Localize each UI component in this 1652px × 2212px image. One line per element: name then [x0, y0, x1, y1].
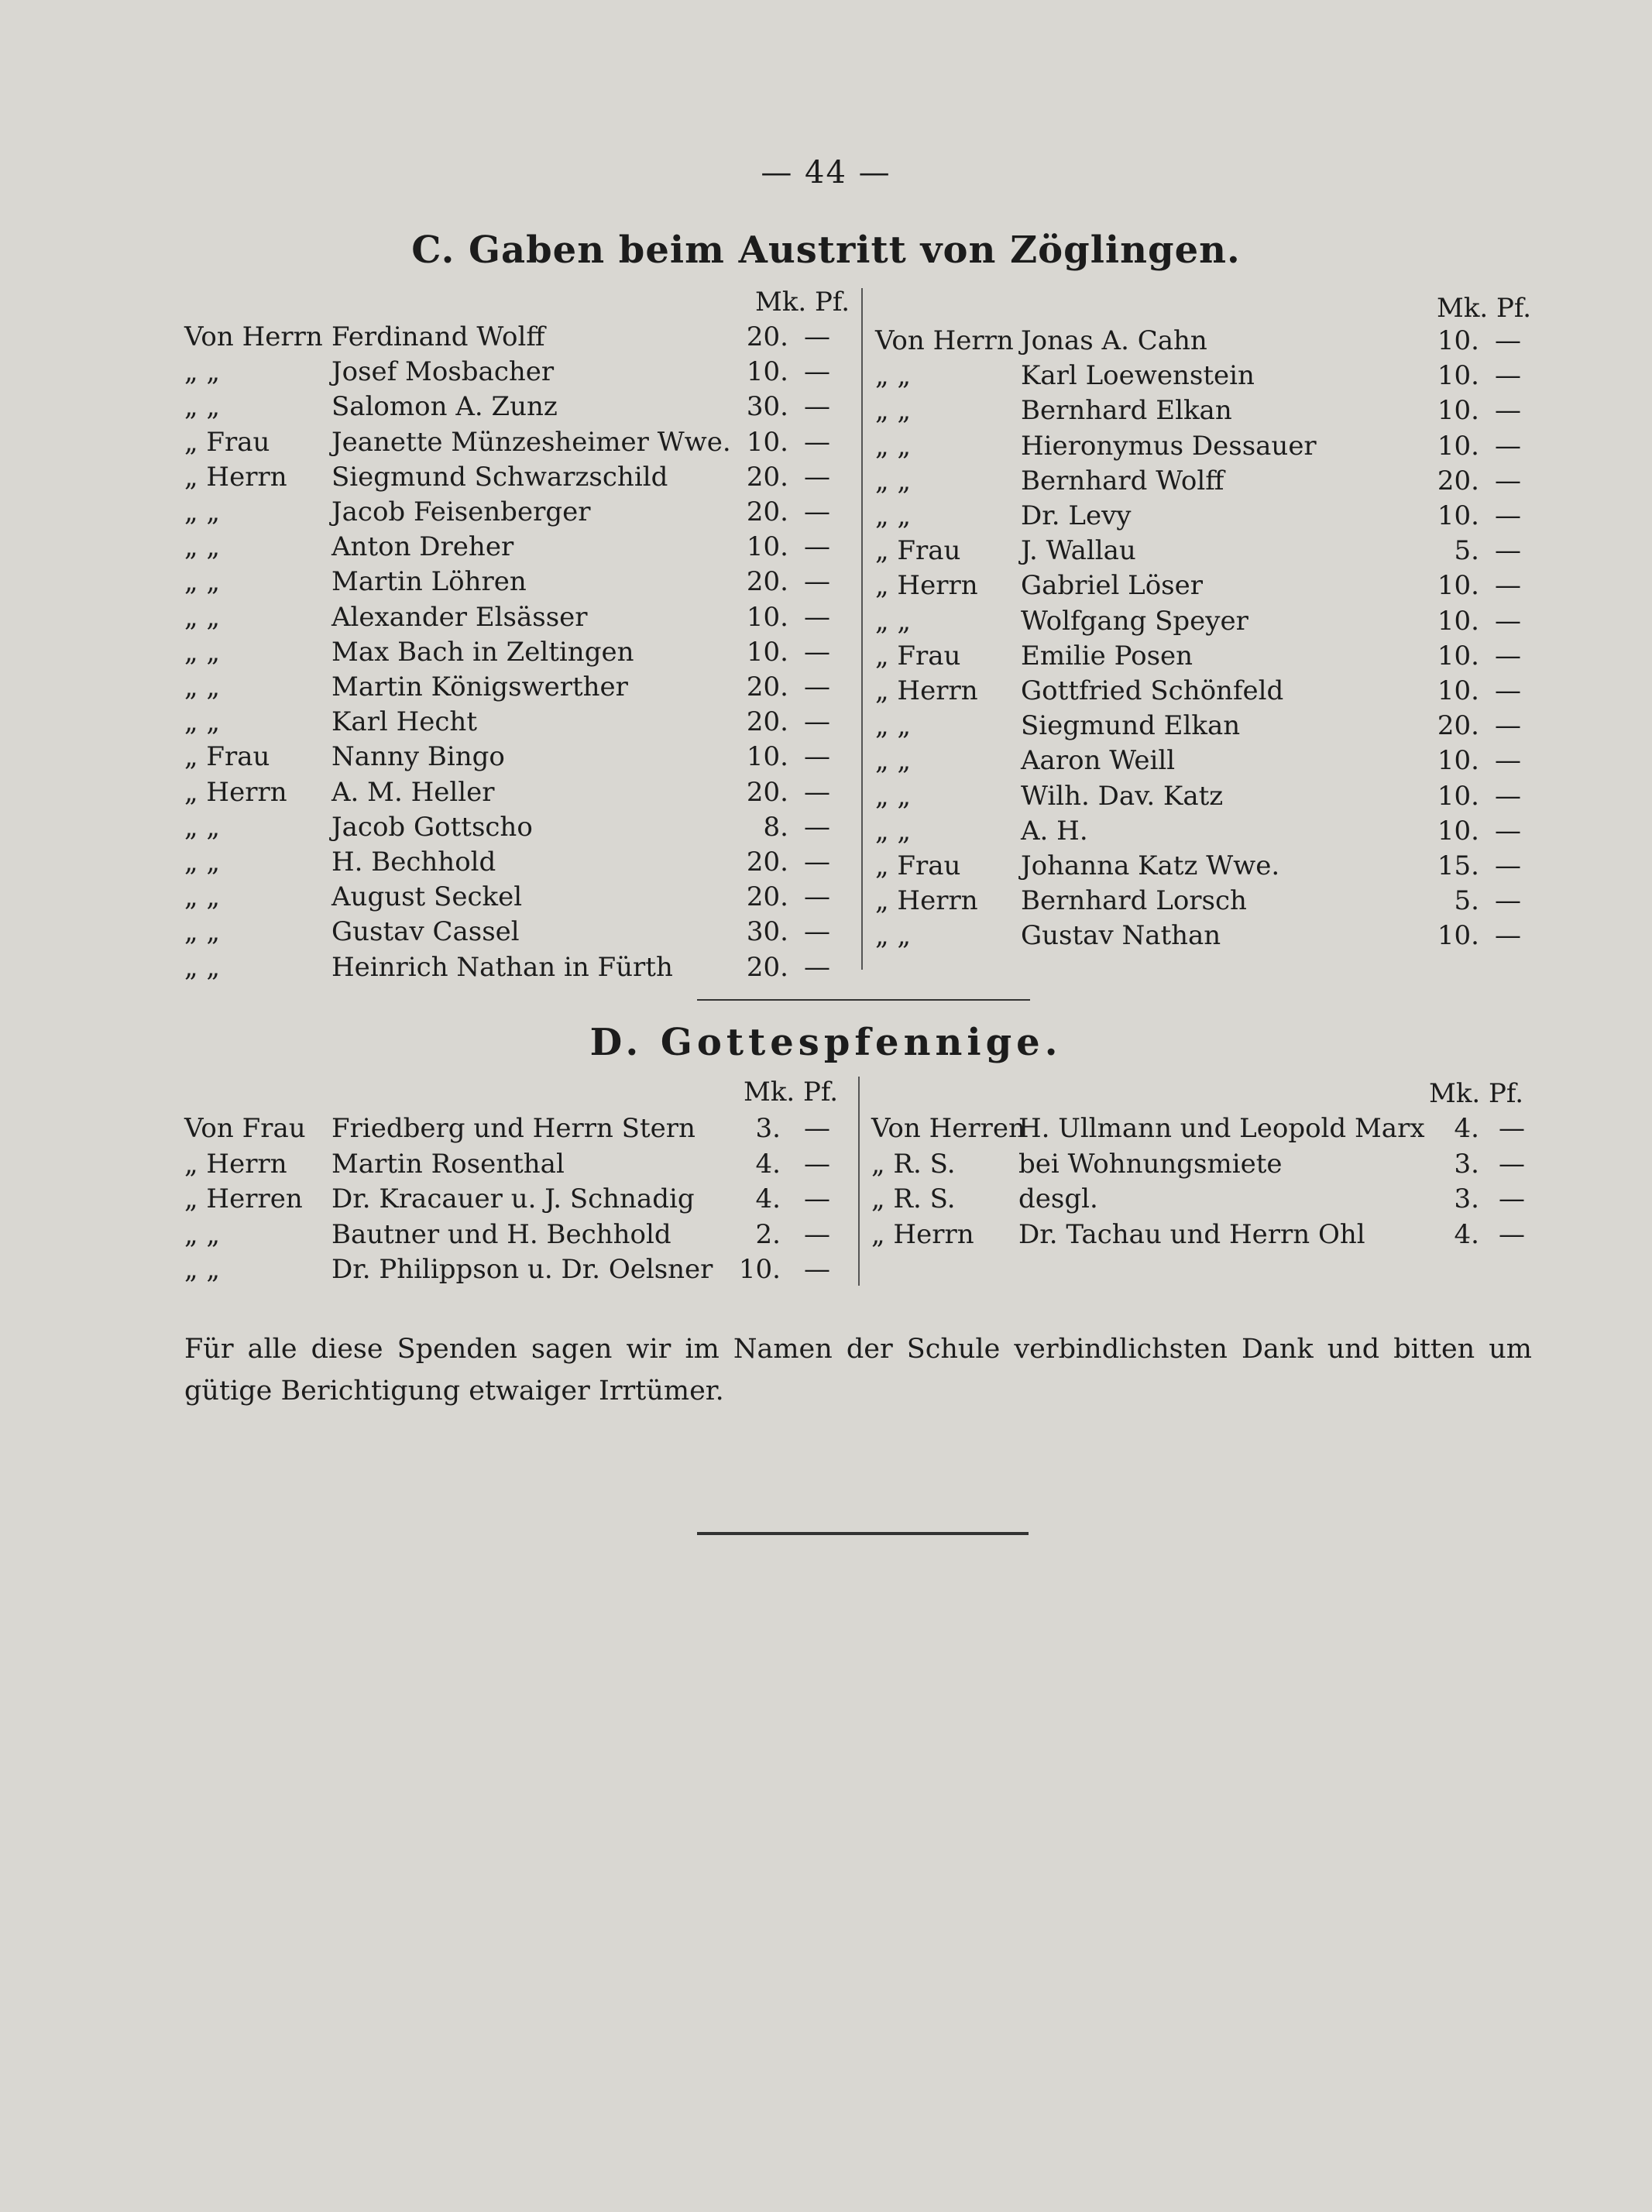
donation-row: [184, 566, 850, 600]
donation-row: [184, 1183, 850, 1218]
amount-pfennig: —: [804, 461, 830, 493]
donor-name: Karl Loewenstein: [1021, 360, 1255, 392]
donor-title: „ Herren: [184, 1183, 303, 1214]
donor-title: Von Herrn: [875, 325, 1014, 356]
amount-pfennig: —: [804, 426, 830, 458]
amount-pfennig: —: [1499, 1218, 1525, 1250]
section-d-right-header: Mk. Pf.: [1429, 1078, 1524, 1109]
donor-title: „ Frau: [875, 640, 961, 672]
donor-title: „ Frau: [184, 741, 270, 773]
amount-mark: 10.: [1437, 780, 1479, 812]
donor-name: Dr. Levy: [1021, 500, 1132, 531]
amount-mark: 20.: [746, 776, 788, 808]
donor-title: „ „: [875, 465, 912, 496]
donor-name: Bernhard Wolff: [1021, 465, 1224, 496]
donation-row: [875, 570, 1541, 604]
donor-title: „ „: [875, 605, 912, 637]
amount-mark: 2.: [755, 1218, 781, 1250]
amount-pfennig: —: [804, 706, 830, 738]
section-divider: [697, 999, 1030, 1001]
donor-name: Jeanette Münzesheimer Wwe.: [331, 426, 731, 458]
amount-pfennig: —: [804, 1113, 830, 1144]
amount-pfennig: —: [804, 672, 830, 702]
donor-title: „ Herrn: [871, 1218, 974, 1250]
donation-row: [875, 885, 1541, 919]
donor-title: „ „: [184, 881, 221, 913]
amount-mark: 4.: [755, 1148, 781, 1180]
amount-pfennig: —: [1495, 325, 1521, 356]
amount-mark: 5.: [1454, 535, 1479, 567]
donor-name: Aaron Weill: [1021, 745, 1176, 777]
donation-row: [184, 1254, 850, 1288]
donor-name: Johanna Katz Wwe.: [1021, 850, 1280, 881]
amount-mark: 10.: [746, 601, 788, 633]
donor-name: Hieronymus Dessauer: [1021, 430, 1317, 462]
section-c-title: C. Gaben beim Austritt von Zöglingen.: [411, 228, 1241, 272]
amount-pfennig: —: [1495, 815, 1521, 847]
donor-title: Von Herrn: [184, 321, 323, 352]
donation-row: [871, 1183, 1545, 1218]
amount-mark: 8.: [763, 811, 788, 843]
donor-title: „ „: [184, 847, 221, 878]
amount-pfennig: —: [1499, 1113, 1525, 1144]
donor-title: „ „: [184, 672, 221, 702]
amount-mark: 3.: [755, 1113, 781, 1144]
donor-name: A. H.: [1021, 815, 1088, 847]
amount-mark: 3.: [1454, 1148, 1479, 1180]
closing-paragraph: Für alle diese Spenden sagen wir im Namen der Schule verbindlichsten Dank und bitten um gütige Berichtigung etwaiger Irrtümer.: [184, 1334, 1532, 1407]
amount-mark: 10.: [1437, 815, 1479, 847]
amount-pfennig: —: [1495, 850, 1521, 881]
donor-title: „ „: [875, 745, 912, 777]
donation-row: [875, 325, 1541, 359]
donor-name: Heinrich Nathan in Fürth: [331, 951, 673, 983]
donor-title: „ „: [184, 531, 221, 563]
amount-pfennig: —: [1495, 605, 1521, 637]
donation-row: [875, 920, 1541, 954]
donor-title: „ „: [184, 356, 221, 388]
amount-pfennig: —: [1495, 430, 1521, 462]
donation-row: [875, 535, 1541, 569]
amount-pfennig: —: [1495, 780, 1521, 812]
amount-pfennig: —: [804, 951, 830, 983]
donor-title: „ „: [184, 496, 221, 527]
donation-row: [875, 675, 1541, 709]
page-number: — 44 —: [761, 155, 891, 191]
amount-mark: 20.: [746, 706, 788, 738]
donor-name: Martin Löhren: [331, 566, 527, 598]
amount-mark: 3.: [1454, 1183, 1479, 1214]
donor-title: „ „: [184, 566, 221, 598]
donor-title: „ Herrn: [875, 675, 978, 706]
section-d-column-divider: [858, 1077, 860, 1286]
donation-row: [184, 706, 850, 740]
amount-mark: 20.: [746, 461, 788, 493]
donor-name: Siegmund Elkan: [1021, 710, 1241, 742]
amount-mark: 10.: [1437, 675, 1479, 706]
amount-pfennig: —: [1495, 535, 1521, 567]
donor-name: desgl.: [1018, 1183, 1098, 1214]
amount-pfennig: —: [804, 636, 830, 668]
amount-pfennig: —: [1495, 675, 1521, 706]
amount-pfennig: —: [1495, 885, 1521, 917]
amount-pfennig: —: [1495, 500, 1521, 531]
amount-mark: 10.: [746, 741, 788, 773]
amount-pfennig: —: [1495, 395, 1521, 427]
donation-row: [184, 321, 850, 356]
donor-name: Dr. Tachau und Herrn Ohl: [1018, 1218, 1365, 1250]
amount-pfennig: —: [1499, 1148, 1525, 1180]
closing-rule: [697, 1532, 1029, 1535]
donor-name: Jacob Feisenberger: [331, 496, 591, 527]
donation-row: [875, 395, 1541, 429]
amount-mark: 20.: [746, 847, 788, 878]
section-c-right-header: Mk. Pf.: [1437, 293, 1532, 324]
section-c-column-divider: [861, 288, 863, 970]
donation-row: [875, 606, 1541, 640]
amount-pfennig: —: [1495, 465, 1521, 496]
amount-mark: 10.: [1437, 570, 1479, 602]
donation-row: [184, 847, 850, 881]
amount-mark: 20.: [746, 496, 788, 527]
amount-pfennig: —: [804, 391, 830, 423]
donor-name: Bernhard Elkan: [1021, 395, 1232, 427]
section-d-title: D. Gottespfennige.: [589, 1021, 1063, 1064]
donor-name: Jacob Gottscho: [331, 811, 533, 843]
donor-title: „ R. S.: [871, 1183, 956, 1214]
donor-title: „ „: [875, 430, 912, 462]
amount-pfennig: —: [804, 531, 830, 563]
amount-mark: 10.: [1437, 395, 1479, 427]
donor-title: „ „: [184, 391, 221, 423]
amount-pfennig: —: [804, 776, 830, 808]
amount-mark: 30.: [746, 916, 788, 948]
donor-title: „ „: [875, 395, 912, 427]
amount-mark: 10.: [1437, 605, 1479, 637]
donation-row: [184, 881, 850, 915]
donor-name: Gustav Cassel: [331, 916, 520, 948]
donor-title: „ „: [184, 1218, 221, 1250]
donor-title: „ „: [184, 706, 221, 738]
donor-title: „ „: [875, 500, 912, 531]
donor-title: „ R. S.: [871, 1148, 956, 1180]
donation-row: [184, 812, 850, 846]
donation-row: [184, 1113, 850, 1147]
donor-title: „ Herrn: [184, 776, 287, 808]
amount-pfennig: —: [804, 1218, 830, 1250]
amount-pfennig: —: [804, 321, 830, 352]
amount-mark: 20.: [746, 881, 788, 913]
amount-mark: 4.: [1454, 1113, 1479, 1144]
donor-title: „ Herrn: [875, 570, 978, 602]
donor-name: A. M. Heller: [331, 776, 495, 808]
donor-title: „ „: [875, 710, 912, 742]
donor-name: Anton Dreher: [331, 531, 514, 563]
donation-row: [184, 496, 850, 531]
donation-row: [184, 427, 850, 461]
donor-name: Bautner und H. Bechhold: [331, 1218, 671, 1250]
donor-name: August Seckel: [331, 881, 523, 913]
amount-pfennig: —: [804, 811, 830, 843]
donation-row: [184, 356, 850, 390]
donation-row: [875, 431, 1541, 465]
section-d-left-header: Mk. Pf.: [744, 1077, 839, 1108]
donor-name: J. Wallau: [1021, 535, 1136, 567]
donor-title: „ Frau: [184, 426, 270, 458]
amount-mark: 10.: [1437, 430, 1479, 462]
donation-row: [184, 672, 850, 706]
donor-name: Max Bach in Zeltingen: [331, 636, 634, 668]
donor-name: Wolfgang Speyer: [1021, 605, 1248, 637]
amount-mark: 10.: [1437, 325, 1479, 356]
donation-row: [875, 850, 1541, 884]
donor-name: Emilie Posen: [1021, 640, 1193, 672]
donor-title: „ Herrn: [875, 885, 978, 917]
donor-name: Jonas A. Cahn: [1021, 325, 1207, 356]
donor-title: „ „: [184, 811, 221, 843]
section-c-left-header: Mk. Pf.: [755, 287, 850, 318]
amount-pfennig: —: [804, 601, 830, 633]
amount-pfennig: —: [1495, 570, 1521, 602]
donor-title: „ Herrn: [184, 1148, 287, 1180]
amount-pfennig: —: [1495, 920, 1521, 952]
donor-title: „ „: [875, 780, 912, 812]
donor-title: „ „: [184, 951, 221, 983]
donor-name: Friedberg und Herrn Stern: [331, 1113, 695, 1144]
amount-pfennig: —: [804, 566, 830, 598]
donor-name: bei Wohnungsmiete: [1018, 1148, 1283, 1180]
amount-mark: 20.: [1437, 710, 1479, 742]
amount-pfennig: —: [804, 847, 830, 878]
donation-row: [184, 1219, 850, 1253]
donor-title: „ Frau: [875, 535, 961, 567]
donor-name: Dr. Philippson u. Dr. Oelsner: [331, 1254, 713, 1285]
donor-name: Salomon A. Zunz: [331, 391, 558, 423]
donation-row: [875, 360, 1541, 394]
amount-pfennig: —: [804, 1254, 830, 1285]
donor-title: „ „: [184, 636, 221, 668]
amount-mark: 20.: [746, 672, 788, 702]
donation-row: [184, 531, 850, 565]
donor-title: „ „: [875, 920, 912, 952]
donor-name: Nanny Bingo: [331, 741, 505, 773]
donor-name: Karl Hecht: [331, 706, 477, 738]
donation-row: [871, 1219, 1545, 1253]
donor-name: Martin Königswerther: [331, 672, 628, 702]
donor-title: „ Frau: [875, 850, 961, 881]
amount-mark: 20.: [746, 566, 788, 598]
amount-mark: 5.: [1454, 885, 1479, 917]
amount-pfennig: —: [804, 1148, 830, 1180]
donation-row: [875, 781, 1541, 815]
donor-title: „ „: [184, 916, 221, 948]
amount-mark: 10.: [746, 356, 788, 388]
donation-row: [184, 952, 850, 986]
amount-pfennig: —: [1495, 745, 1521, 777]
donor-title: Von Herren: [871, 1113, 1025, 1144]
amount-pfennig: —: [804, 916, 830, 948]
donation-row: [184, 391, 850, 425]
donor-title: „ „: [184, 601, 221, 633]
donor-name: Ferdinand Wolff: [331, 321, 545, 352]
amount-pfennig: —: [1499, 1183, 1525, 1214]
amount-mark: 4.: [755, 1183, 781, 1214]
amount-pfennig: —: [804, 496, 830, 527]
donation-row: [184, 602, 850, 636]
amount-mark: 10.: [746, 636, 788, 668]
donation-row: [184, 462, 850, 496]
amount-pfennig: —: [804, 356, 830, 388]
donation-row: [184, 637, 850, 671]
donation-row: [875, 745, 1541, 779]
donor-title: „ „: [875, 815, 912, 847]
amount-mark: 4.: [1454, 1218, 1479, 1250]
donation-row: [871, 1113, 1545, 1147]
amount-mark: 15.: [1437, 850, 1479, 881]
amount-pfennig: —: [1495, 640, 1521, 672]
amount-mark: 10.: [1437, 745, 1479, 777]
donation-row: [184, 777, 850, 811]
amount-mark: 20.: [1437, 465, 1479, 496]
donor-title: „ „: [184, 1254, 221, 1285]
donation-row: [184, 1149, 850, 1183]
amount-pfennig: —: [804, 1183, 830, 1214]
donation-row: [875, 816, 1541, 850]
amount-mark: 30.: [746, 391, 788, 423]
donation-row: [875, 500, 1541, 534]
donation-row: [184, 916, 850, 950]
amount-pfennig: —: [804, 881, 830, 913]
donor-name: Gabriel Löser: [1021, 570, 1203, 602]
amount-pfennig: —: [1495, 710, 1521, 742]
amount-mark: 10.: [1437, 500, 1479, 531]
amount-mark: 20.: [746, 951, 788, 983]
donor-name: H. Ullmann und Leopold Marx: [1018, 1113, 1425, 1144]
amount-mark: 20.: [746, 321, 788, 352]
donor-name: Dr. Kracauer u. J. Schnadig: [331, 1183, 695, 1214]
donor-title: „ Herrn: [184, 461, 287, 493]
amount-mark: 10.: [1437, 920, 1479, 952]
donor-name: Gustav Nathan: [1021, 920, 1221, 952]
amount-mark: 10.: [1437, 360, 1479, 392]
donor-name: Siegmund Schwarzschild: [331, 461, 668, 493]
donation-row: [184, 741, 850, 775]
donor-name: Alexander Elsässer: [331, 601, 588, 633]
donation-row: [875, 641, 1541, 675]
amount-pfennig: —: [1495, 360, 1521, 392]
donor-name: Bernhard Lorsch: [1021, 885, 1247, 917]
amount-mark: 10.: [746, 426, 788, 458]
donor-name: H. Bechhold: [331, 847, 496, 878]
amount-mark: 10.: [738, 1254, 781, 1285]
donor-name: Josef Mosbacher: [331, 356, 555, 388]
donor-title: Von Frau: [184, 1113, 306, 1144]
amount-mark: 10.: [746, 531, 788, 563]
donor-title: „ „: [875, 360, 912, 392]
amount-mark: 10.: [1437, 640, 1479, 672]
donation-row: [871, 1149, 1545, 1183]
donor-name: Wilh. Dav. Katz: [1021, 780, 1224, 812]
donor-name: Gottfried Schönfeld: [1021, 675, 1284, 706]
amount-pfennig: —: [804, 741, 830, 773]
donor-name: Martin Rosenthal: [331, 1148, 565, 1180]
donation-row: [875, 465, 1541, 500]
donation-row: [875, 710, 1541, 744]
